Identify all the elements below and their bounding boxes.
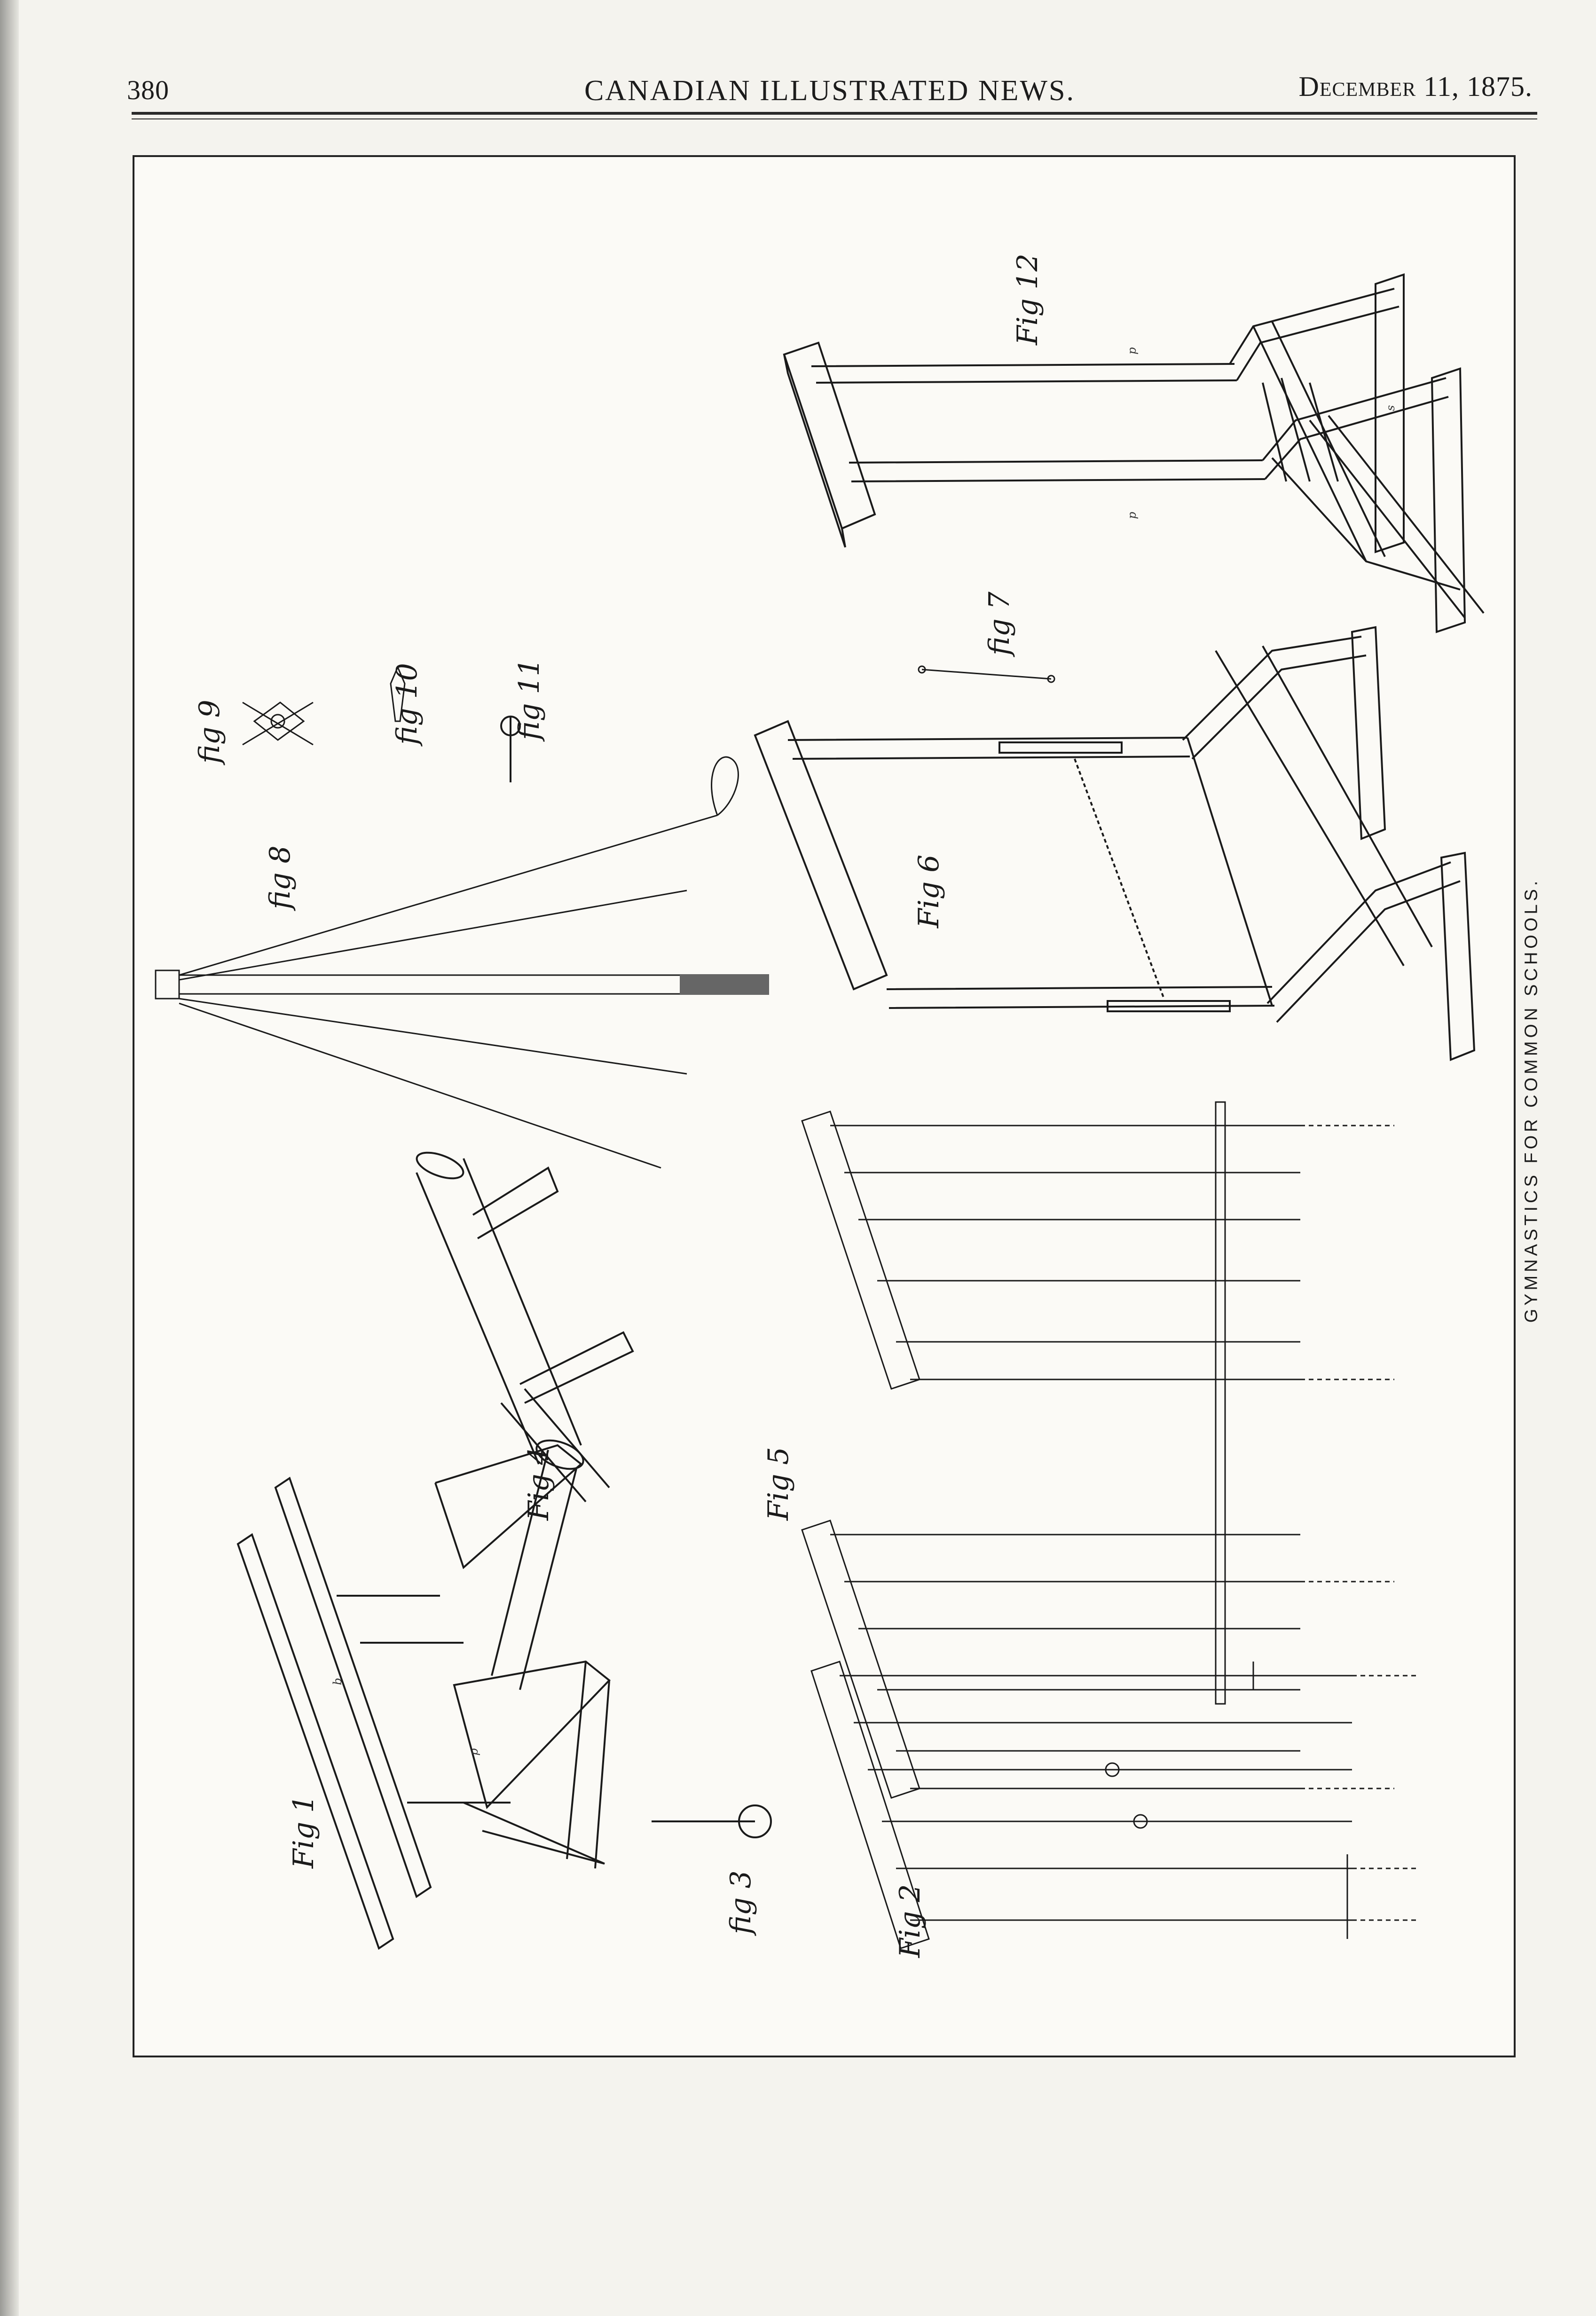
plate-caption: GYMNASTICS FOR COMMON SCHOOLS. <box>1521 877 1541 1323</box>
letter-s-1: s <box>1384 405 1397 411</box>
fig7-rod-drawing <box>919 666 1054 682</box>
fig12-label: Fig 12 <box>1011 253 1044 345</box>
header-rule-thin <box>132 118 1537 119</box>
letter-p-3: p <box>467 1748 480 1756</box>
fig8-pole-ropes-drawing <box>156 757 769 1168</box>
fig7-label: fig 7 <box>983 591 1016 655</box>
publication-title: CANADIAN ILLUSTRATED NEWS. <box>584 75 1076 107</box>
fig6-ladder-frame-drawing <box>755 627 1474 1060</box>
engraving-plate <box>133 155 1516 2057</box>
fig2-label: Fig 2 <box>894 1884 927 1958</box>
issue-date: December 11, 1875. <box>1298 71 1533 102</box>
page-edge-shadow <box>0 0 19 2316</box>
engraving-drawing <box>134 157 1514 2056</box>
fig12-parallel-bars-drawing <box>784 275 1484 632</box>
fig11-label: fig 11 <box>513 658 546 740</box>
fig1-label: Fig 1 <box>287 1795 320 1868</box>
fig5-label: Fig 5 <box>762 1447 795 1520</box>
masthead <box>127 71 1533 113</box>
header-rule-thick <box>132 112 1537 115</box>
fig8-label: fig 8 <box>264 845 297 909</box>
fig10-label: fig 10 <box>391 663 424 745</box>
letter-p-1: p <box>1125 347 1139 354</box>
fig3-label: fig 3 <box>724 1870 757 1934</box>
fig9-label: fig 9 <box>193 700 226 764</box>
fig6-label: Fig 6 <box>912 854 945 928</box>
fig9-clamp-drawing <box>243 702 313 745</box>
fig5-parallel-bars-drawing <box>802 1102 1394 1798</box>
letter-p-2: p <box>1125 512 1139 519</box>
fig4-label: Fig 4 <box>522 1447 555 1520</box>
letter-b-1: b <box>331 1678 344 1685</box>
page-number: 380 <box>127 75 169 105</box>
fig3-ring-drawing <box>652 1805 771 1837</box>
